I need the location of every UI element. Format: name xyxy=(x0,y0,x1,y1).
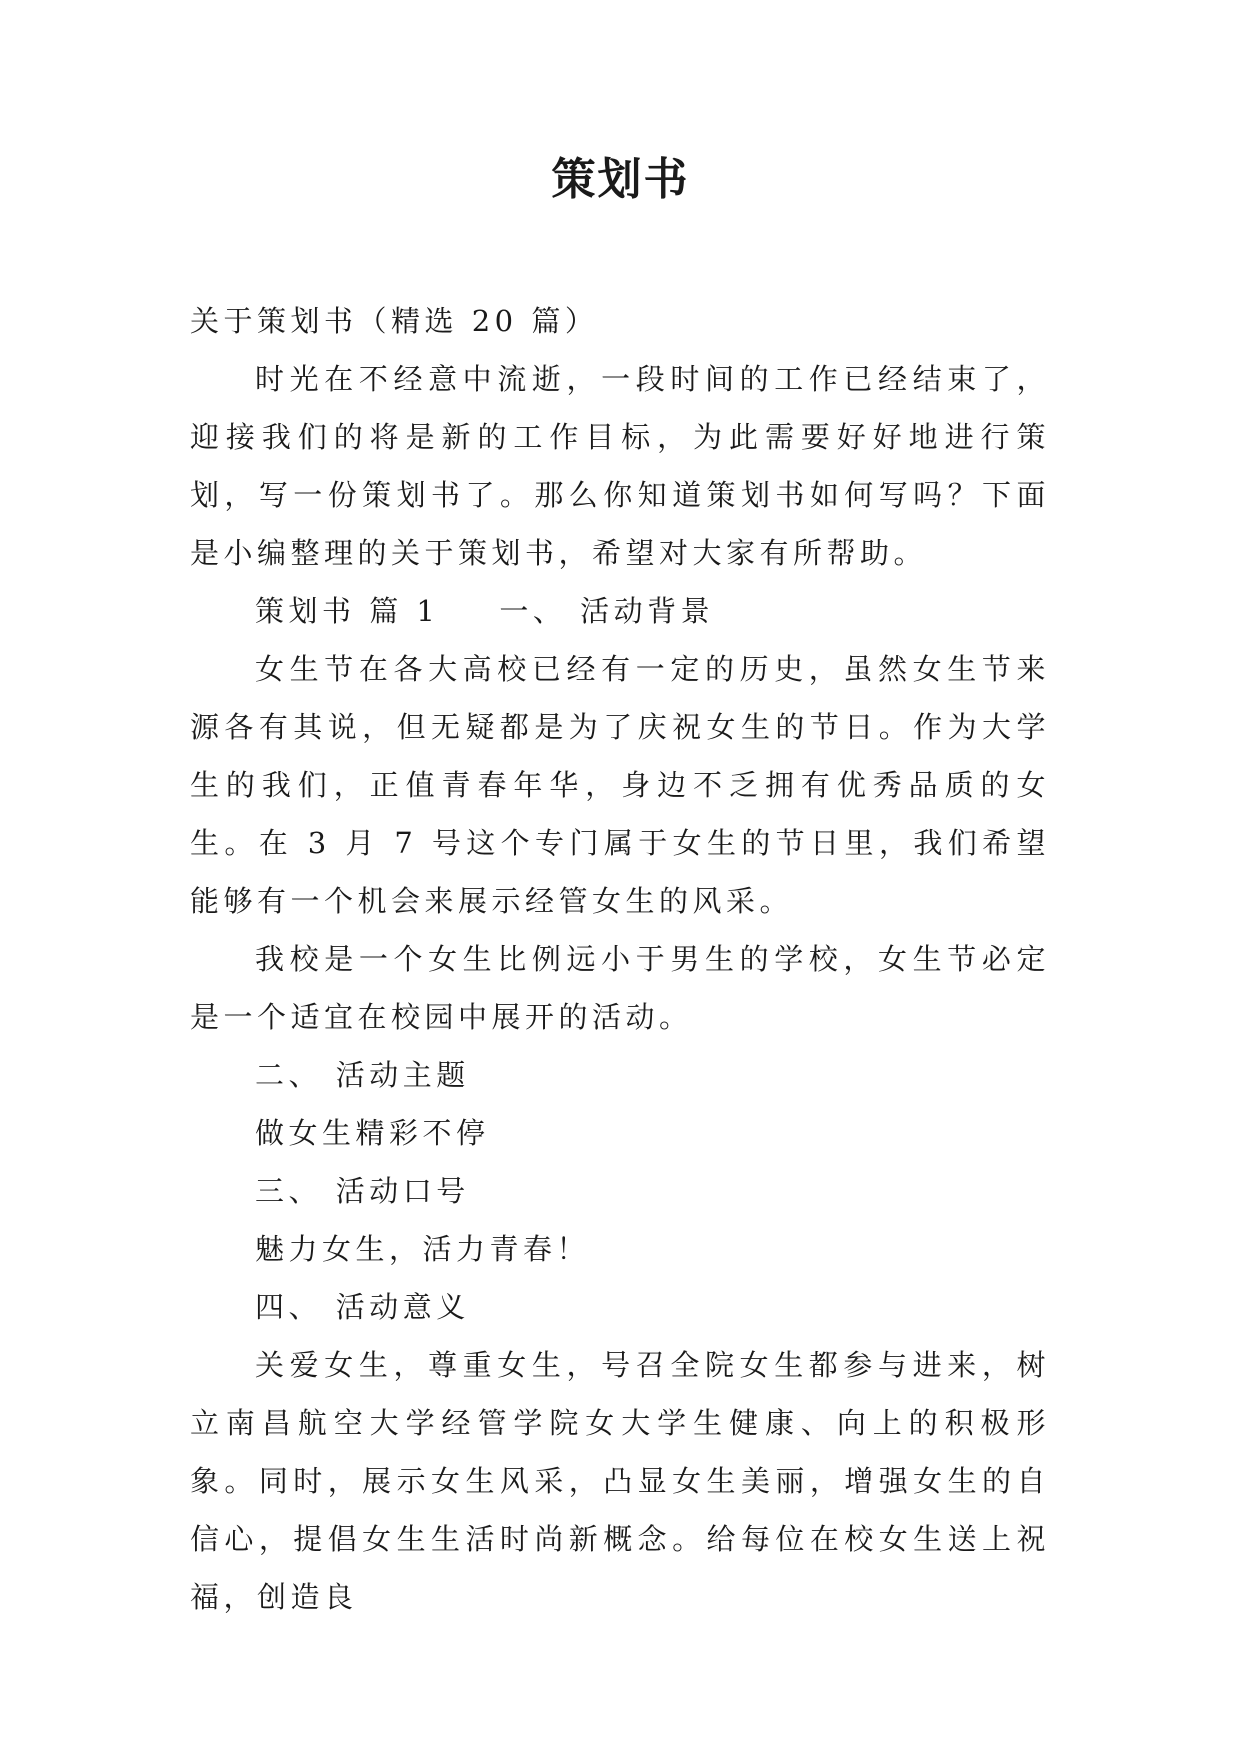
slogan-text: 魅力女生，活力青春！ xyxy=(255,1232,591,1266)
intro-paragraph: 时光在不经意中流逝，一段时间的工作已经结束了，迎接我们的将是新的工作目标，为此需要好好地进行策划，写一份策划书了。那么你知道策划书如何写吗？下面是小编整理的关于策划书，希望对大家有所帮助。 xyxy=(190,362,1050,570)
document-body xyxy=(190,292,1050,1626)
background-paragraph: 女生节在各大高校已经有一定的历史，虽然女生节来源各有其说，但无疑都是为了庆祝女生的节日。作为大学生的我们，正值青春年华，身边不乏拥有优秀品质的女生。在 3 月 7 号这个专门属于女生的节日里，我们希望能够有一个机会来展示经管女生的风采。 xyxy=(190,652,1050,918)
section1-heading: 一、 活动背景 xyxy=(499,594,715,628)
section4-heading: 四、 活动意义 xyxy=(255,1290,470,1324)
section3-heading: 三、 活动口号 xyxy=(255,1174,470,1208)
document-subtitle: 关于策划书（精选 20 篇） xyxy=(190,304,599,338)
significance-paragraph: 关爱女生，尊重女生，号召全院女生都参与进来，树立南昌航空大学经管学院女大学生健康、向上的积极形象。同时，展示女生风采，凸显女生美丽，增强女生的自信心，提倡女生生活时尚新概念。给每位在校女生送上祝福，创造良 xyxy=(190,1348,1050,1614)
theme-text: 做女生精彩不停 xyxy=(255,1116,490,1150)
document-title: 策划书 xyxy=(551,154,690,205)
section2-heading: 二、 活动主题 xyxy=(255,1058,470,1092)
school-paragraph: 我校是一个女生比例远小于男生的学校，女生节必定是一个适宜在校园中展开的活动。 xyxy=(190,942,1050,1034)
article-label: 策划书 篇 1 xyxy=(255,594,440,628)
article-header-line xyxy=(190,582,1050,640)
